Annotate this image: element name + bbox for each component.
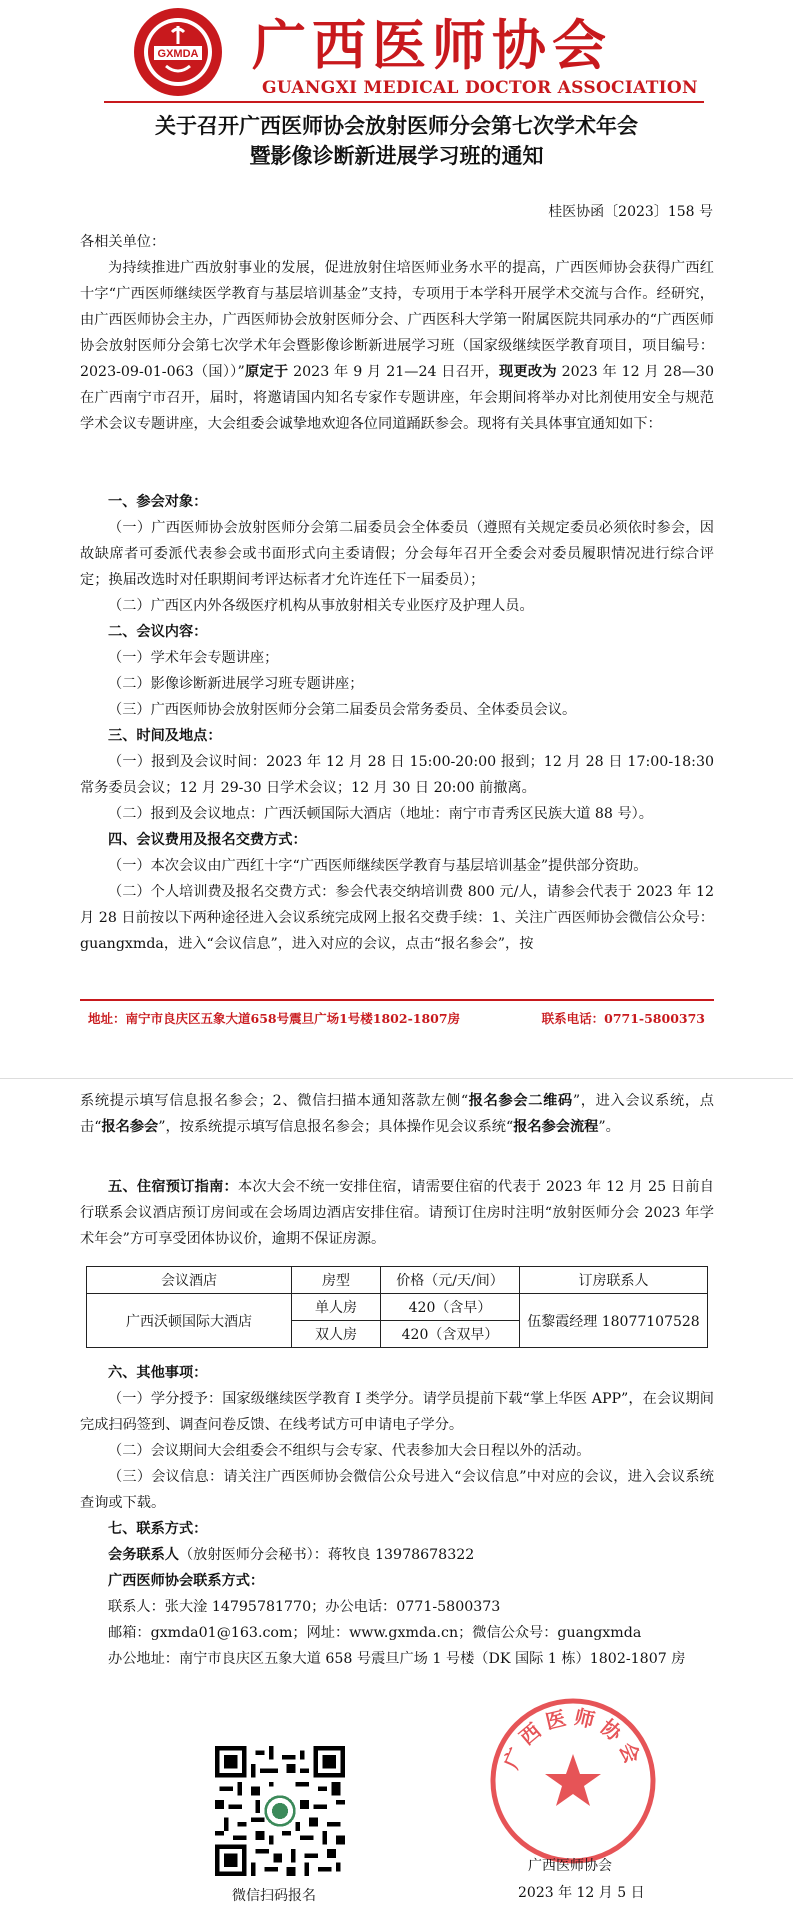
seal-text-path: 广西医师协会 <box>498 1704 648 1773</box>
table-header: 订房联系人 <box>520 1267 708 1294</box>
contact-value: （放射医师分会秘书）：蒋牧良 13978678322 <box>178 1547 475 1563</box>
footer-address: 地址：南宁市良庆区五象大道658号震旦广场1号楼1802-1807房 <box>88 1011 461 1026</box>
section-2-item-1: （一）学术年会专题讲座； <box>108 650 279 666</box>
page-break <box>0 1078 793 1079</box>
bold-text: 报名参会 <box>101 1119 159 1135</box>
registration-qr-code[interactable] <box>215 1746 345 1876</box>
intro-text-1: 为持续推进广西放射事业的发展，促进放射住培医师业务水平的提高，广西医师协会获得广西红十字“广西医师继续医学教育与基层培训基金”支持，专项用于本学科开展学术交流与合作。经研究，由广西医师协会主办，广西医师协会放射医师分会、广西医科大学第一附属医院共同承办的“广西医师协会放射医师分会第七次学术年会暨影像诊断新进展学习班（国家级继续医学教育项目，项目编号：2023-09-01-063（国））” <box>80 260 714 380</box>
salutation: 各相关单位： <box>80 234 166 250</box>
org-name-en: GUANGXI MEDICAL DOCTOR ASSOCIATION <box>262 78 698 98</box>
text: ”，按系统提示填写信息报名参会；具体操作见会议系统“ <box>158 1119 514 1135</box>
section-2-item-2: （二）影像诊断新进展学习班专题讲座； <box>108 676 364 692</box>
contact-line-2: 广西医师协会联系方式： <box>108 1573 265 1589</box>
signature-date: 2023 年 12 月 5 日 <box>518 1885 645 1901</box>
contact-line-3: 联系人：张大淦 14795781770；办公电话：0771-5800373 <box>108 1599 501 1615</box>
qr-caption: 微信扫码报名 <box>232 1888 316 1904</box>
org-name-cn: 广西医师协会 <box>252 13 612 77</box>
section-7-heading: 七、联系方式： <box>108 1521 208 1537</box>
title-line-2: 暨影像诊断新进展学习班的通知 <box>249 143 544 168</box>
section-3-heading: 三、时间及地点： <box>108 728 222 744</box>
table-row <box>87 1294 708 1321</box>
room-type: 双人房 <box>292 1321 381 1348</box>
table-header: 价格（元/天/间） <box>381 1267 520 1294</box>
section-5 <box>80 1174 714 1252</box>
contact-line-1 <box>80 1542 714 1568</box>
section-4-item-2-continued <box>80 1088 714 1140</box>
section-3-item-2: （二）报到及会议地点：广西沃顿国际大酒店（地址：南宁市青秀区民族大道 88 号）。 <box>108 806 653 822</box>
hotel-table <box>86 1266 708 1348</box>
section-6-item-1: （一）学分授予：国家级继续医学教育 I 类学分。请学员提前下载“掌上华医 APP”，在会议期间完成扫码签到、调查问卷反馈、在线考试方可申请电子学分。 <box>80 1391 714 1433</box>
room-price: 420（含双早） <box>381 1321 520 1348</box>
contact-label: 会务联系人 <box>108 1547 179 1563</box>
section-2-item-3: （三）广西医师协会放射医师分会第二届委员会常务委员、全体委员会议。 <box>108 702 577 718</box>
footer-phone: 联系电话：0771-5800373 <box>541 1011 705 1026</box>
signature-org: 广西医师协会 <box>528 1858 612 1874</box>
contact-line-5: 办公地址：南宁市良庆区五象大道 658 号震旦广场 1 号楼（DK 国际 1 栋）1802-1807 房 <box>108 1651 686 1667</box>
intro-text-3: 2023 年 12 月 28—30 在广西南宁市召开，届时，将邀请国内知名专家作专题讲座，年会期间将举办对比剂使用安全与规范学术会议专题讲座，大会组委会诚挚地欢迎各位同道踊跃参会。现将有关具体事宜通知如下： <box>80 364 714 432</box>
table-header: 会议酒店 <box>87 1267 292 1294</box>
text: ”，进入会议系统，点击“ <box>80 1093 714 1135</box>
section-4-item-2: （二）个人培训费及报名交费方式：参会代表交纳培训费 800 元/人，请参会代表于 2023 年 12 月 28 日前按以下两种途径进入会议系统完成网上报名交费手续：1、关注广西医师协会微信公众号：guangxmda，进入“会议信息”，进入对应的会议，点击“报名参会”，按 <box>80 884 714 952</box>
section-5-heading: 五、住宿预订指南： <box>108 1179 238 1195</box>
table-header-row <box>87 1267 708 1294</box>
section-2-heading: 二、会议内容： <box>108 624 208 640</box>
bold-text: 报名参会流程 <box>513 1119 599 1135</box>
association-logo-icon <box>132 6 224 98</box>
text: ”。 <box>598 1119 620 1135</box>
room-type: 单人房 <box>292 1294 381 1321</box>
intro-text-2: 2023 年 9 月 21—24 日召开， <box>288 364 500 380</box>
bold-text: 报名参会二维码 <box>468 1093 573 1109</box>
intro-paragraph <box>80 255 714 437</box>
reference-number: 桂医协函〔2023〕158 号 <box>548 204 713 220</box>
section-4-item-1: （一）本次会议由广西红十字“广西医师继续医学教育与基层培训基金”提供部分资助。 <box>108 858 648 874</box>
section-1-item-2: （二）广西区内外各级医疗机构从事放射相关专业医疗及护理人员。 <box>108 598 534 614</box>
contact-line-4: 邮箱：gxmda01@163.com；网址：www.gxmda.cn；微信公众号：guangxmda <box>108 1625 642 1641</box>
title-line-1: 关于召开广西医师协会放射医师分会第七次学术年会 <box>155 113 638 138</box>
room-price: 420（含早） <box>381 1294 520 1321</box>
footer-divider <box>80 999 714 1001</box>
intro-bold-2: 现更改为 <box>499 364 557 380</box>
section-4-heading: 四、会议费用及报名交费方式： <box>108 832 307 848</box>
table-header: 房型 <box>292 1267 381 1294</box>
header-divider <box>104 101 704 103</box>
text: 系统提示填写信息报名参会；2、微信扫描本通知落款左侧“ <box>80 1093 469 1109</box>
letterhead <box>0 0 793 108</box>
section-1-item-1: （一）广西医师协会放射医师分会第二届委员会全体委员（遵照有关规定委员必须依时参会，因故缺席者可委派代表参会或书面形式向主委请假；分会每年召开全委会对委员履职情况进行综合评定；换届改选时对任职期间考评达标者才允许连任下一届委员）； <box>80 520 714 588</box>
logo-text: GXMDA <box>157 48 199 60</box>
section-6-heading: 六、其他事项： <box>108 1365 208 1381</box>
intro-bold-1: 原定于 <box>244 364 289 380</box>
section-6-item-3: （三）会议信息：请关注广西医师协会微信公众号进入“会议信息”中对应的会议，进入会议系统查询或下载。 <box>80 1469 714 1511</box>
booking-contact: 伍黎霞经理 18077107528 <box>520 1294 708 1348</box>
hotel-name: 广西沃顿国际大酒店 <box>87 1294 292 1348</box>
section-1-heading: 一、参会对象： <box>108 494 208 510</box>
section-6-item-2: （二）会议期间大会组委会不组织与会专家、代表参加大会日程以外的活动。 <box>108 1443 591 1459</box>
official-seal-icon <box>488 1696 658 1866</box>
section-5-text: 本次大会不统一安排住宿，请需要住宿的代表于 2023 年 12 月 25 日前自行联系会议酒店预订房间或在会场周边酒店安排住宿。请预订住房时注明“放射医师分会 2023 年学术年会”方可享受团体协议价，逾期不保证房源。 <box>80 1179 714 1247</box>
section-3-item-1: （一）报到及会议时间：2023 年 12 月 28 日 15:00-20:00 报到；12 月 28 日 17:00-18:30 常务委员会议；12 月 29-30 日学术会议；12 月 30 日 20:00 前撤离。 <box>80 754 714 796</box>
